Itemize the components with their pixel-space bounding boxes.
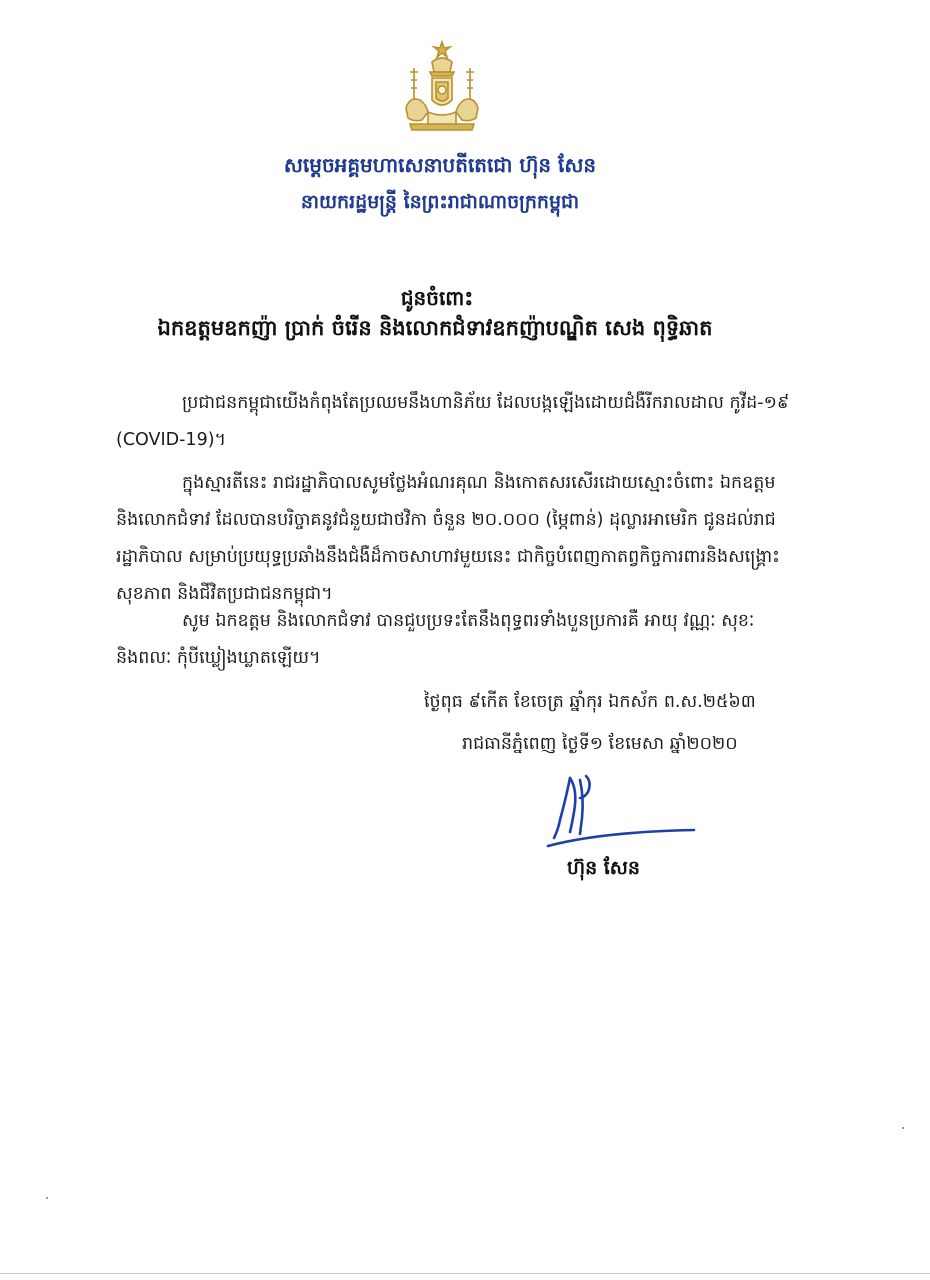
- lunar-dateline: ថ្ងៃពុធ ៩កើត ខែចេត្រ ឆ្នាំកុរ ឯកស័ក ព.ស.២៥៦៣: [424, 692, 756, 712]
- royal-arms-emblem-icon: [392, 38, 492, 138]
- signer-name: ហ៊ុន សែន: [567, 857, 640, 879]
- body-paragraph-3-text: សូម ឯកឧត្តម និងលោកជំទាវ បានជួបប្រទះតែនឹងពុទ្ធពរទាំងបួនប្រការគឺ អាយុ វណ្ណៈ សុខៈ និងពលៈ កុំបីឃ្លៀងឃ្លាតឡើយ។: [116, 611, 755, 668]
- handwritten-signature-icon: [540, 768, 700, 858]
- solar-dateline: រាជធានីភ្នំពេញ ថ្ងៃទី១ ខែមេសា ឆ្នាំ២០២០: [462, 734, 738, 754]
- scan-speck: [902, 1127, 904, 1129]
- scan-speck: [46, 1197, 48, 1199]
- recipient-salutation: ជូនចំពោះ: [400, 286, 474, 310]
- body-paragraph-3: [116, 603, 796, 677]
- body-paragraph-1: [116, 385, 796, 459]
- sender-position: នាយករដ្ឋមន្ត្រី នៃព្រះរាជាណាចក្រកម្ពុជា: [300, 191, 580, 213]
- sender-title: សម្តេចអគ្គមហាសេនាបតីតេជោ ហ៊ុន សែន: [283, 153, 597, 177]
- scan-edge-line: [0, 1273, 930, 1274]
- body-paragraph-2: [116, 465, 796, 613]
- recipient-names: ឯកឧត្តមឧកញ៉ា ប្រាក់ ចំរើន និងលោកជំទាវឧកញ៉ាបណ្ឌិត សេង ពុទ្ធិឆាត: [157, 316, 713, 340]
- body-paragraph-2-text: ក្នុងស្មារតីនេះ រាជរដ្ឋាភិបាលសូមថ្លែងអំណរគុណ និងកោតសរសើរដោយស្មោះចំពោះ ឯកឧត្តម និងលោកជំទាវ ដែលបានបរិច្ចាគនូវជំនួយជាថវិកា ចំនួន ២០.០០០ (ម្ភៃពាន់) ដុល្លារអាមេរិក ជូនដល់រាជរដ្ឋាភិបាល សម្រាប់ប្រយុទ្ធប្រឆាំងនឹងជំងឺដ៏កាចសាហាវមួយនេះ ជាកិច្ចបំពេញកាតព្វកិច្ចការពារនិងសង្គ្រោះសុខភាព និងជីវិតប្រជាជនកម្ពុជា។: [116, 473, 780, 604]
- body-paragraph-1-text: ប្រជាជនកម្ពុជាយើងកំពុងតែប្រឈមនឹងហានិភ័យ ដែលបង្កឡើងដោយជំងឺរីករាលដាល កូវីដ-១៩ (COVID-19)។: [116, 393, 790, 450]
